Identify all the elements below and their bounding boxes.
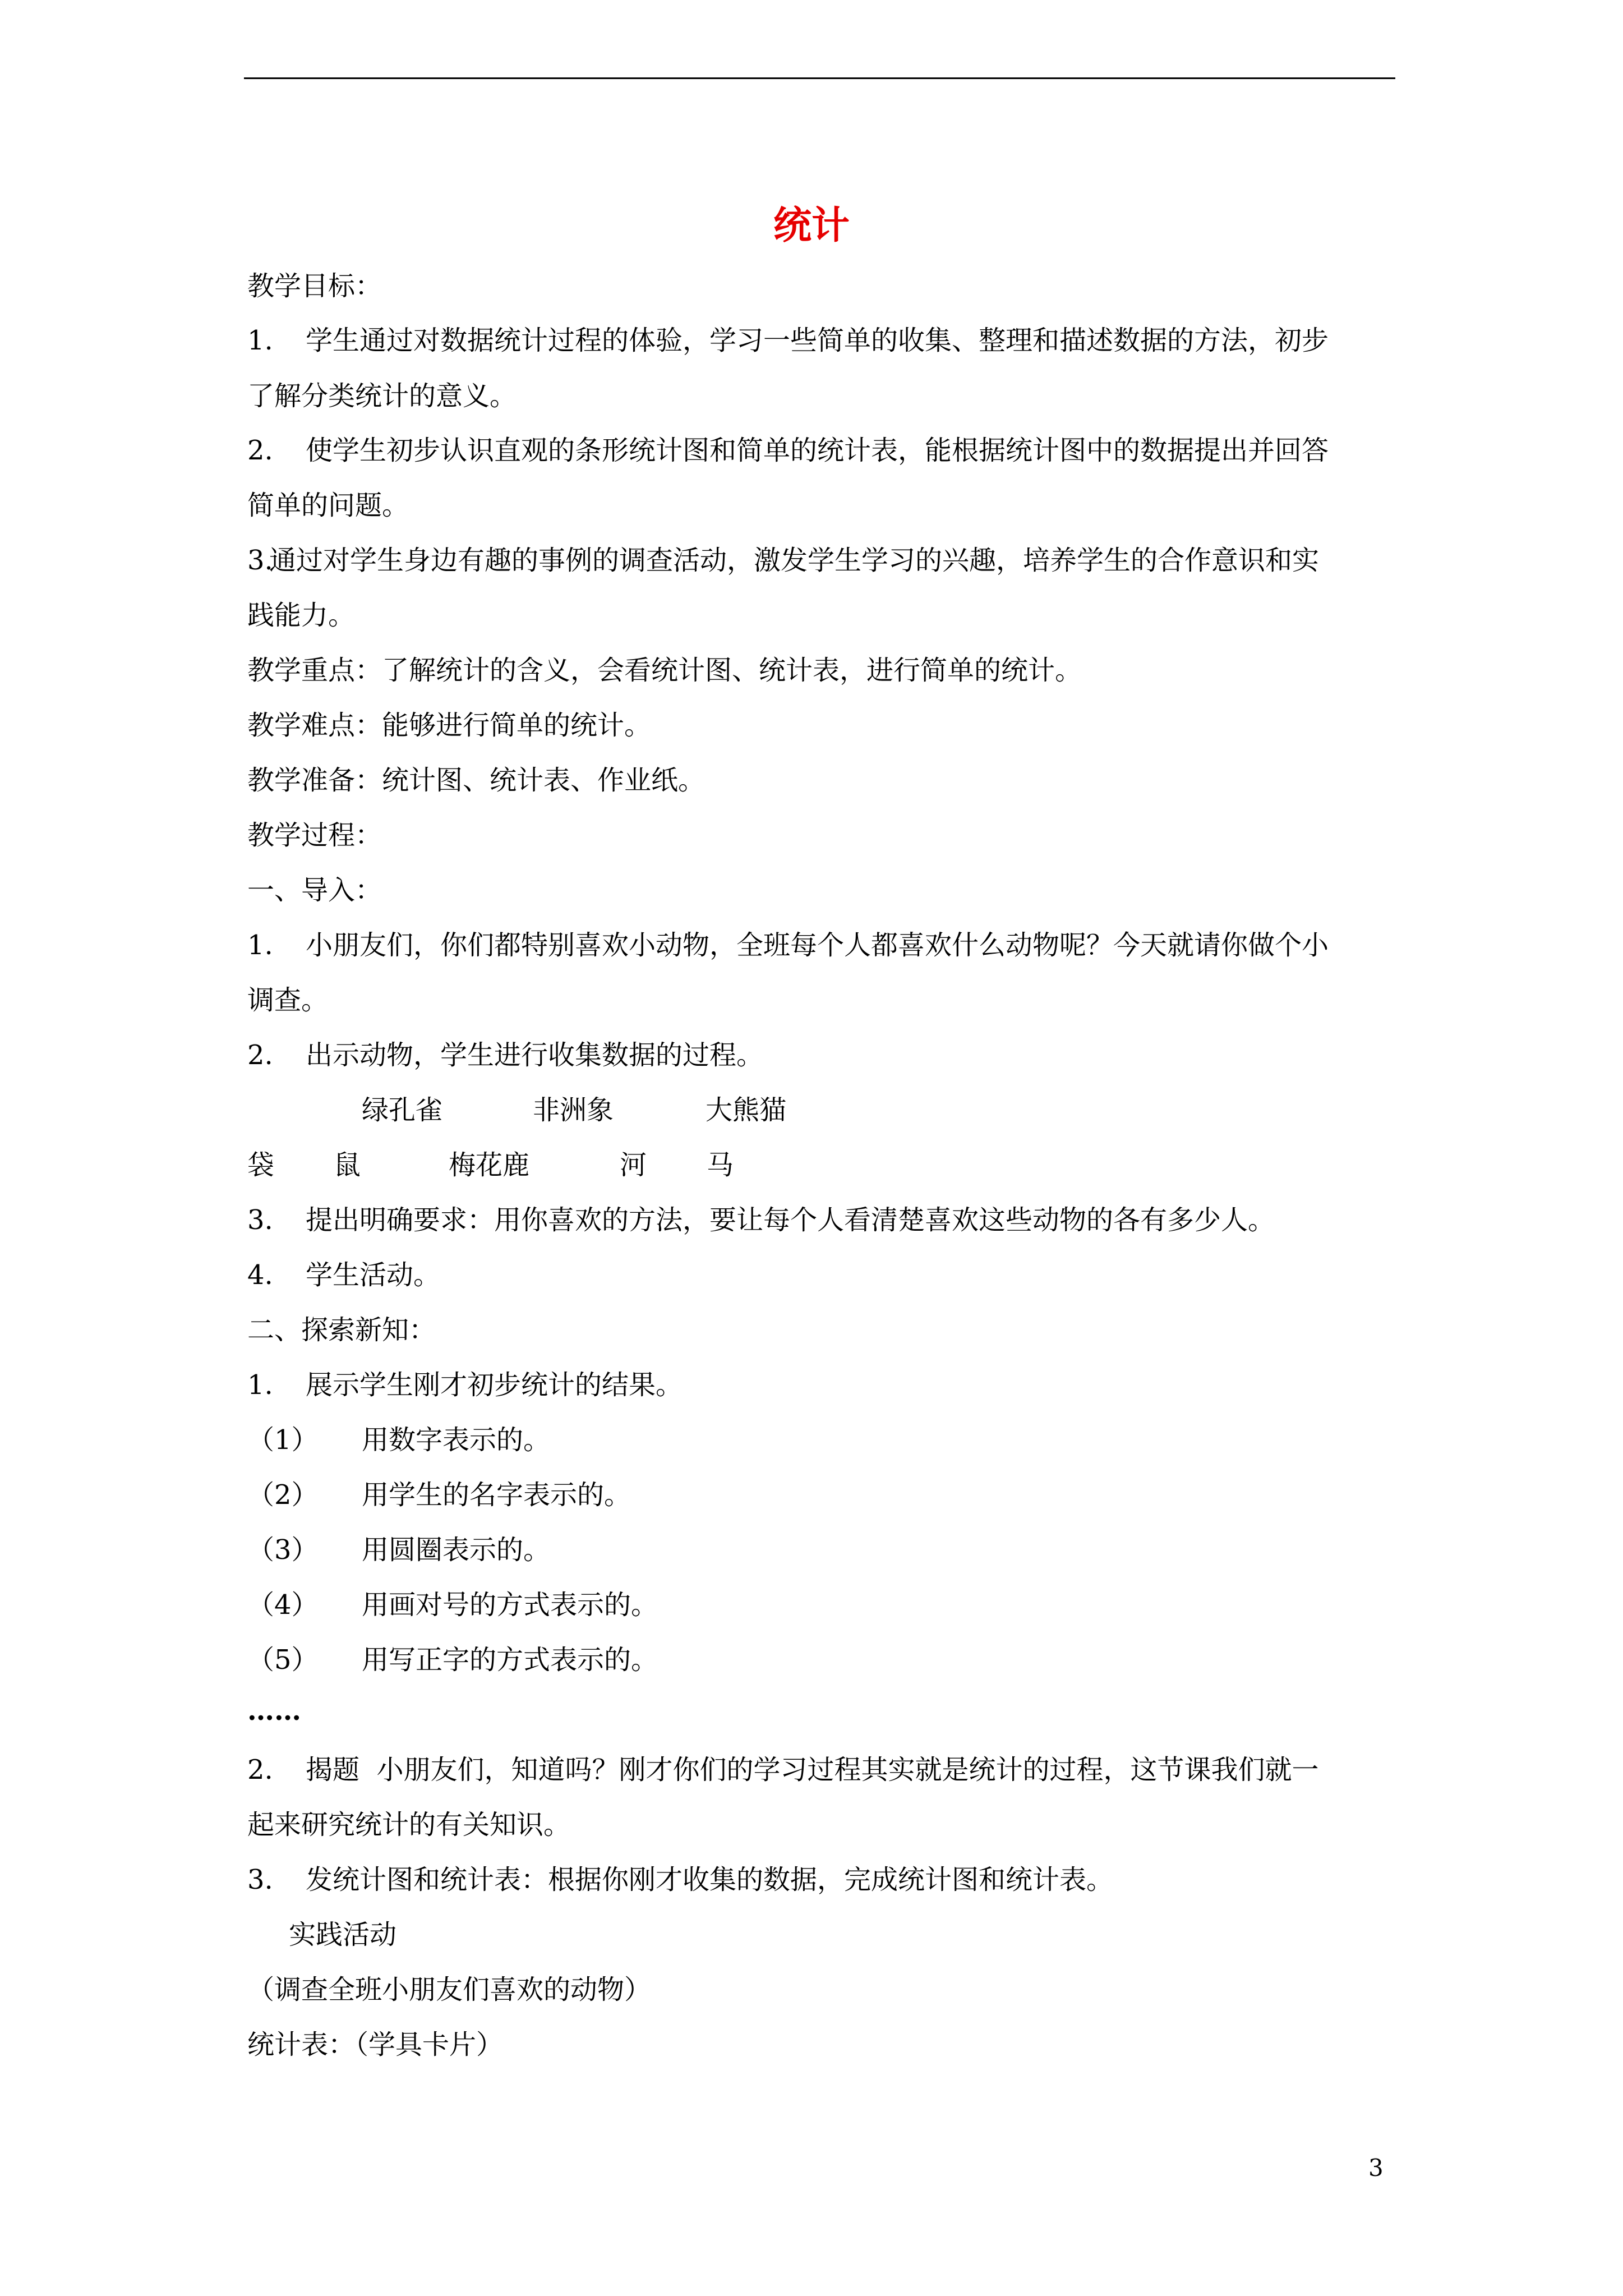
section2-item2-line2: 起来研究统计的有关知识。 bbox=[247, 1809, 571, 1841]
section1-item1-num: 1. bbox=[247, 930, 273, 961]
subitem-2-num: （2） bbox=[247, 1479, 319, 1511]
difficulty: 教学难点：能够进行简单的统计。 bbox=[247, 710, 652, 741]
activity-title: 实践活动 bbox=[289, 1919, 397, 1950]
section1-item2-num: 2. bbox=[247, 1039, 273, 1071]
objective-2-line2: 简单的问题。 bbox=[247, 490, 409, 521]
section1-heading: 一、导入： bbox=[247, 875, 382, 906]
process-heading: 教学过程： bbox=[247, 820, 382, 851]
objective-3-line1: 通过对学生身边有趣的事例的调查活动，激发学生学习的兴趣，培养学生的合作意识和实 bbox=[269, 545, 1320, 576]
subitem-3-num: （3） bbox=[247, 1534, 319, 1566]
objective-3-line2: 践能力。 bbox=[247, 600, 356, 631]
page-number: 3 bbox=[1368, 2154, 1384, 2182]
objective-1-line1: 学生通过对数据统计过程的体验，学习一些简单的收集、整理和描述数据的方法，初步 bbox=[306, 325, 1329, 356]
subitem-4-text: 用画对号的方式表示的。 bbox=[362, 1589, 658, 1621]
section2-item3-text: 发统计图和统计表：根据你刚才收集的数据，完成统计图和统计表。 bbox=[306, 1864, 1114, 1895]
objective-2-line1: 使学生初步认识直观的条形统计图和简单的统计表，能根据统计图中的数据提出并回答 bbox=[306, 435, 1329, 466]
section1-item2-text: 出示动物，学生进行收集数据的过程。 bbox=[306, 1039, 764, 1071]
section1-item1-line2: 调查。 bbox=[247, 984, 329, 1016]
subitem-3-text: 用圆圈表示的。 bbox=[362, 1534, 551, 1566]
subitem-2-text: 用学生的名字表示的。 bbox=[362, 1479, 631, 1511]
ellipsis: …… bbox=[247, 1695, 301, 1727]
page-title: 统计 bbox=[773, 203, 850, 248]
objective-1-line2: 了解分类统计的意义。 bbox=[247, 380, 517, 412]
section2-item1-text: 展示学生刚才初步统计的结果。 bbox=[306, 1369, 683, 1401]
animal-hippo-part2: 马 bbox=[707, 1149, 734, 1181]
section1-item4-text: 学生活动。 bbox=[306, 1259, 441, 1291]
animal-giant-panda: 大熊猫 bbox=[706, 1094, 787, 1126]
preparation: 教学准备：统计图、统计表、作业纸。 bbox=[247, 765, 706, 796]
animal-sika-deer: 梅花鹿 bbox=[449, 1149, 530, 1181]
section2-item2-num: 2. bbox=[247, 1754, 273, 1786]
header-rule bbox=[244, 77, 1395, 79]
animal-african-elephant: 非洲象 bbox=[533, 1094, 614, 1126]
table-label: 统计表：（学具卡片） bbox=[247, 2029, 504, 2060]
subitem-4-num: （4） bbox=[247, 1589, 319, 1621]
section2-item1-num: 1. bbox=[247, 1369, 273, 1401]
section1-item4-num: 4. bbox=[247, 1259, 273, 1291]
animal-hippo-part1: 河 bbox=[620, 1149, 647, 1181]
key-point: 教学重点：了解统计的含义，会看统计图、统计表，进行简单的统计。 bbox=[247, 655, 1082, 686]
section1-item3-num: 3. bbox=[247, 1204, 273, 1236]
section2-item3-num: 3. bbox=[247, 1864, 273, 1895]
subitem-1-text: 用数字表示的。 bbox=[362, 1424, 551, 1456]
objective-2-num: 2. bbox=[247, 435, 273, 466]
subitem-5-num: （5） bbox=[247, 1644, 319, 1676]
section1-item3-text: 提出明确要求：用你喜欢的方法，要让每个人看清楚喜欢这些动物的各有多少人。 bbox=[306, 1204, 1275, 1236]
section1-item1-line1: 小朋友们，你们都特别喜欢小动物，全班每个人都喜欢什么动物呢？今天就请你做个小 bbox=[306, 930, 1329, 961]
animal-green-peacock: 绿孔雀 bbox=[362, 1094, 443, 1126]
objectives-heading: 教学目标： bbox=[247, 270, 382, 302]
activity-note: （调查全班小朋友们喜欢的动物） bbox=[247, 1974, 652, 2005]
objective-3-num: 3. bbox=[247, 545, 273, 576]
animal-kangaroo-part1: 袋 bbox=[247, 1149, 275, 1181]
section2-item2-line1: 揭题 小朋友们，知道吗？刚才你们的学习过程其实就是统计的过程，这节课我们就一 bbox=[306, 1754, 1319, 1786]
subitem-5-text: 用写正字的方式表示的。 bbox=[362, 1644, 658, 1676]
objective-1-num: 1. bbox=[247, 325, 273, 356]
section2-heading: 二、探索新知： bbox=[247, 1314, 436, 1346]
animal-kangaroo-part2: 鼠 bbox=[334, 1149, 361, 1181]
subitem-1-num: （1） bbox=[247, 1424, 319, 1456]
